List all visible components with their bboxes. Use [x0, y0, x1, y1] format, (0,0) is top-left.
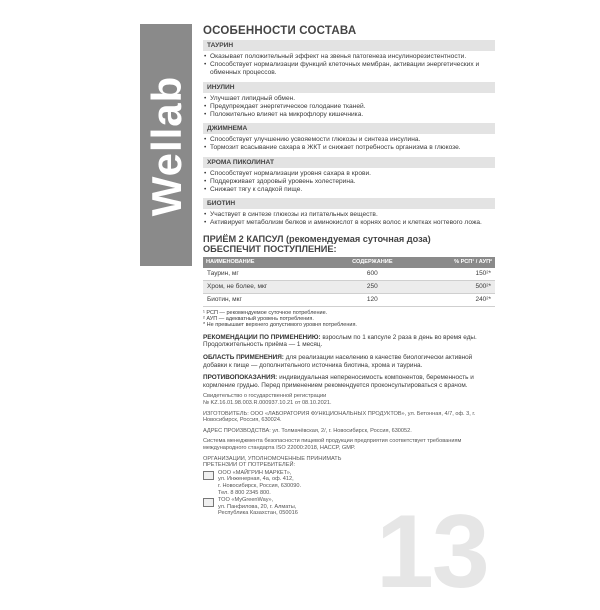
list-item: • Способствует нормализации функций клеточных мембран, активации энергетических и обменных процессов.	[203, 61, 495, 77]
header-percent: % РСП¹ / АУП²	[425, 257, 495, 268]
recommendations-text: взрослым по 1 капсуле 2 раза в день во время еды. Продолжительность приёма — 1 месяц.	[203, 333, 477, 349]
list-item: • Предупреждает энергетическое голодание тканей.	[203, 103, 495, 111]
application-label: ОБЛАСТЬ ПРИМЕНЕНИЯ:	[203, 354, 284, 362]
brand-sidebar	[140, 24, 192, 266]
section-5	[203, 198, 495, 227]
section-heading: ИНУЛИН	[203, 82, 495, 93]
list-item: • Улучшает липидный обмен.	[203, 95, 495, 103]
footnote: ¹ РСП — рекомендуемое суточное потребление.	[203, 309, 328, 316]
table-row	[203, 280, 495, 293]
list-item: • Способствует нормализации уровня сахара в крови.	[203, 170, 495, 178]
org-line: ТОО «MyGreenWay»,	[218, 497, 274, 504]
registration-line: № KZ.16.01.98.003.R.000937.10.21 от 08.10.2021.	[203, 400, 332, 407]
section-4	[203, 157, 495, 195]
list-item: • Оказывает положительный эффект на звенья патогенеза инсулинорезистентности.	[203, 53, 495, 61]
registration-line: Свидетельство о государственной регистрации	[203, 393, 327, 400]
manufacturer: ИЗГОТОВИТЕЛЬ: ООО «ЛАБОРАТОРИЯ ФУНКЦИОНАЛЬНЫХ ПРОДУКТОВ», ул. Бетонная, 4/7, оф. 3, г. Новосибирск, Россия, 630024.	[203, 410, 476, 424]
table-row	[203, 268, 495, 281]
org-line: г. Новосибирск, Россия, 630090.	[218, 482, 302, 489]
org-line: ООО «МАЙГРИН МАРКЕТ»,	[218, 469, 292, 476]
content	[203, 25, 495, 517]
dose-title-line1: ПРИЁМ 2 КАПСУЛ (рекомендуемая суточная доза)	[203, 233, 431, 244]
org-line: ул. Инженерная, 4а, оф. 412,	[218, 476, 294, 483]
list-item: • Положительно влияет на микрофлору кишечника.	[203, 111, 495, 119]
footnote: * Не превышает верхнего допустимого уровня потребления.	[203, 322, 357, 329]
application-text: для реализации населению в качестве биологически активной добавки к пище — дополнительного источника биотина, хрома и таурина.	[203, 354, 473, 369]
bullet-list	[203, 95, 495, 120]
org-line: ул. Панфилова, 20, г. Алматы,	[218, 503, 297, 510]
row-percent: 150²*	[425, 268, 495, 281]
row-percent: 500²*	[425, 280, 495, 293]
contraindications-label: ПРОТИВОПОКАЗАНИЯ:	[203, 374, 278, 382]
org-kazakhstan	[203, 497, 495, 517]
application-area	[203, 354, 495, 369]
dose-table-header	[203, 257, 495, 268]
list-item: • Активирует метаболизм белков и аминокислот в корнях волос и клетках ногтевого ложа.	[203, 219, 495, 227]
section-3	[203, 123, 495, 152]
row-content: 120	[320, 293, 425, 306]
section-heading: ХРОМА ПИКОЛИНАТ	[203, 157, 495, 168]
bullet-list	[203, 136, 495, 152]
russia-flag-icon	[203, 471, 214, 480]
claims-title: ОРГАНИЗАЦИИ, УПОЛНОМОЧЕННЫЕ ПРИНИМАТЬ ПРЕТЕНЗИИ ОТ ПОТРЕБИТЕЛЕЙ:	[203, 455, 342, 469]
header-name: НАИМЕНОВАНИЕ	[203, 257, 320, 268]
footnote: ² АУП — адекватный уровень потребления.	[203, 316, 314, 323]
page-number: 13	[376, 494, 488, 610]
dose-title-line2: ОБЕСПЕЧИТ ПОСТУПЛЕНИЕ:	[203, 243, 337, 254]
brand-logo: Wellab	[143, 75, 190, 217]
row-content: 250	[320, 280, 425, 293]
page-title: ОСОБЕННОСТИ СОСТАВА	[203, 25, 357, 37]
header-content: СОДЕРЖАНИЕ	[320, 257, 425, 268]
section-2	[203, 82, 495, 120]
section-heading: БИОТИН	[203, 198, 495, 209]
contraindications	[203, 374, 495, 389]
contraindications-text: индивидуальная непереносимость компонентов, беременность и кормление грудью. Перед применением рекомендуется проконсультироваться с врачом.	[203, 374, 474, 389]
footnotes	[203, 310, 495, 329]
row-name: Хром, не более, мкг	[203, 280, 320, 293]
row-name: Таурин, мг	[203, 268, 320, 281]
composition-sections	[203, 40, 495, 228]
row-content: 600	[320, 268, 425, 281]
quality-statement: Система менеджмента безопасности пищевой продукции предприятия соответствует требованиям международного стандарта ISO 22000:2018, HACCP, GMP.	[203, 438, 462, 451]
recommendations-label: РЕКОМЕНДАЦИИ ПО ПРИМЕНЕНИЮ:	[203, 333, 321, 341]
org-line: Тел. 8 800 2345 800.	[218, 489, 271, 496]
bullet-list	[203, 53, 495, 78]
table-row	[203, 293, 495, 306]
section-heading: ТАУРИН	[203, 40, 495, 51]
dose-title	[203, 234, 495, 254]
list-item: • Участвует в синтезе глюкозы из питательных веществ.	[203, 211, 495, 219]
list-item: • Снижает тягу к сладкой пище.	[203, 186, 495, 194]
list-item: • Тормозит всасывание сахара в ЖКТ и снижает потребность организма в глюкозе.	[203, 144, 495, 152]
row-name: Биотин, мкг	[203, 293, 320, 306]
section-heading: ДЖИМНЕМА	[203, 123, 495, 134]
kazakhstan-flag-icon	[203, 498, 214, 507]
registration	[203, 393, 495, 406]
list-item: • Поддерживает здоровый уровень холестерина.	[203, 178, 495, 186]
org-line: Республика Казахстан, 050016	[218, 510, 298, 517]
bullet-list	[203, 211, 495, 227]
dose-table	[203, 257, 495, 307]
org-russia	[203, 470, 495, 496]
section-1	[203, 40, 495, 78]
list-item: • Способствует улучшению усвояемости глюкозы и синтеза инсулина.	[203, 136, 495, 144]
recommendations	[203, 334, 495, 349]
row-percent: 240²*	[425, 293, 495, 306]
production-address: АДРЕС ПРОИЗВОДСТВА: ул. Толмачёвская, 2/, г. Новосибирск, Россия, 630052.	[203, 427, 412, 434]
bullet-list	[203, 170, 495, 195]
